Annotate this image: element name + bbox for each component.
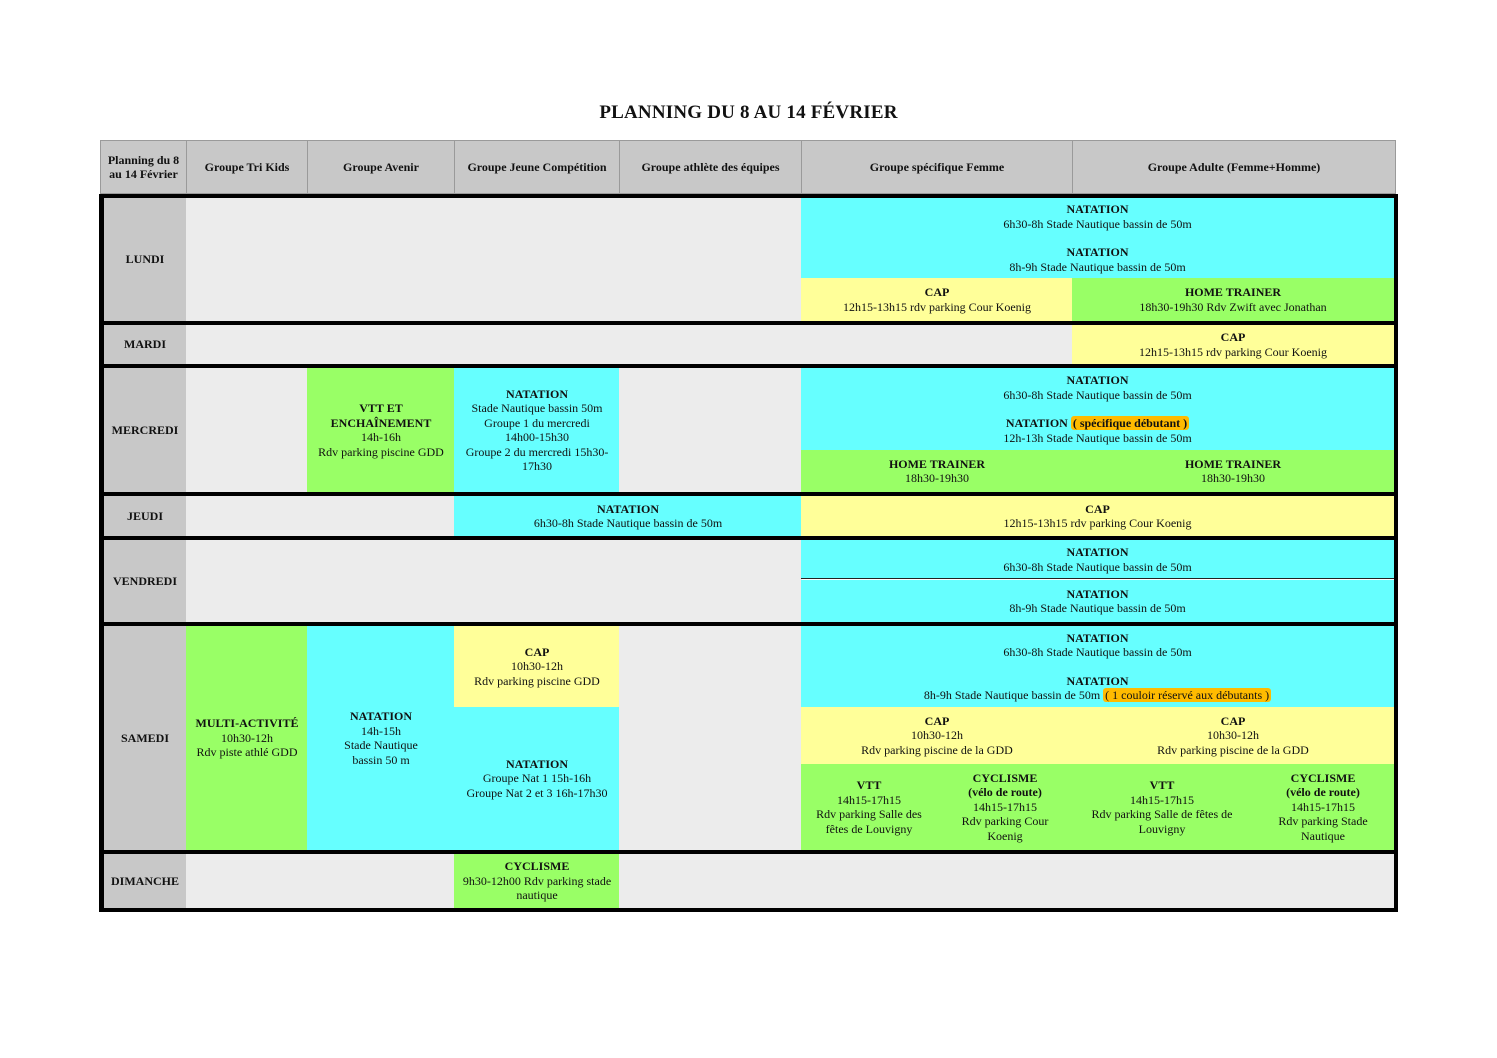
samedi-cap-femme (801, 707, 1073, 764)
header-avenir: Groupe Avenir (307, 140, 455, 194)
day-dimanche: DIMANCHE (104, 854, 186, 908)
mercredi-vtt-title2: ENCHAÎNEMENT (330, 415, 432, 430)
samedi-capf-title: CAP (924, 713, 950, 728)
samedi-cycf-title: CYCLISME (972, 770, 1038, 785)
samedi-cyclisme-adulte (1252, 764, 1394, 850)
samedi-avenir-line1: Stade Nautique (344, 738, 418, 752)
mercredi-nat2-title: NATATION (1005, 416, 1068, 430)
day-lundi: LUNDI (104, 198, 186, 321)
mercredi-nat1-title: NATATION (1066, 373, 1129, 387)
mercredi-vtt-place: Rdv parking piscine GDD (318, 444, 444, 459)
mercredi-vtt-time: 14h-16h (361, 430, 401, 444)
samedi-cap-adulte (1072, 707, 1394, 764)
samedi-vttf-place2: fêtes de Louvigny (825, 821, 913, 836)
lundi-nat2-title: NATATION (1066, 245, 1129, 259)
samedi-cyca-time: 14h15-17h15 (1291, 799, 1355, 814)
jeudi-nat-detail: 6h30-8h Stade Nautique bassin de 50m (533, 516, 723, 530)
lundi-ht-title: HOME TRAINER (1184, 285, 1282, 299)
table-border-top (99, 194, 1398, 198)
samedi-jc-nat-title: NATATION (505, 756, 568, 771)
page-title: PLANNING DU 8 AU 14 FÉVRIER (599, 102, 898, 123)
samedi-avenir-title: NATATION (349, 709, 412, 723)
samedi-jc-cap-place: Rdv parking piscine GDD (474, 673, 600, 688)
mercredi-ht-femme (801, 450, 1073, 492)
samedi-vttf-title: VTT (856, 778, 882, 792)
row-separator (99, 850, 1398, 854)
samedi-cyca-sub: (vélo de route) (1286, 785, 1360, 800)
samedi-natation-block (801, 626, 1394, 707)
samedi-vtta-place2: Louvigny (1138, 821, 1186, 836)
empty-cell (186, 368, 308, 492)
lundi-cap (801, 278, 1073, 321)
samedi-nat2-highlight: ( 1 couloir réservé aux débutants ) (1105, 688, 1270, 702)
samedi-cycf-time: 14h15-17h15 (973, 799, 1037, 814)
samedi-vtta-time: 14h15-17h15 (1130, 792, 1194, 807)
dimanche-cyc-line2: nautique (516, 888, 558, 903)
divider (801, 578, 1394, 579)
samedi-vttf-place1: Rdv parking Salle des (816, 807, 922, 821)
day-samedi: SAMEDI (104, 626, 186, 850)
mercredi-jc-line2: Groupe 1 du mercredi (484, 415, 590, 430)
header-corner: Planning du 8 au 14 Février (100, 140, 187, 194)
samedi-cycf-place2: Koenig (987, 828, 1023, 843)
mercredi-jc-line1: Stade Nautique bassin 50m (471, 401, 603, 415)
samedi-jc-cap-time: 10h30-12h (511, 659, 563, 674)
samedi-jc-nat-line2: Groupe Nat 2 et 3 16h-17h30 (466, 785, 608, 800)
mercredi-nat2-detail: 12h-13h Stade Nautique bassin de 50m (1003, 430, 1192, 445)
samedi-nat2-title: NATATION (1066, 673, 1129, 688)
empty-cell (619, 368, 802, 492)
samedi-vttf-time: 14h15-17h15 (837, 792, 901, 807)
empty-cell (619, 854, 1394, 908)
row-separator (99, 321, 1398, 325)
mercredi-jc-title: NATATION (505, 386, 568, 401)
row-separator (99, 622, 1398, 626)
vendredi-nat1-detail: 6h30-8h Stade Nautique bassin de 50m (1003, 559, 1192, 574)
table-border-bottom (99, 908, 1398, 912)
mercredi-vtt-title1: VTT ET (359, 401, 403, 415)
dimanche-cyc-title: CYCLISME (504, 859, 570, 874)
mardi-cap (1072, 325, 1394, 364)
samedi-vtta-place1: Rdv parking Salle de fêtes de (1091, 807, 1233, 821)
samedi-avenir-time: 14h-15h (361, 723, 401, 738)
header-tri-kids: Groupe Tri Kids (186, 140, 308, 194)
mercredi-nat2-highlight: ( spécifique débutant ) (1072, 416, 1188, 430)
vendredi-nat1 (801, 540, 1394, 579)
header-athlete-equipes: Groupe athlète des équipes (619, 140, 802, 194)
samedi-jc-nat-line1: Groupe Nat 1 15h-16h (482, 771, 592, 786)
samedi-capa-time: 10h30-12h (1207, 728, 1259, 743)
jeudi-cap-title: CAP (1085, 501, 1110, 516)
samedi-cyca-place1: Rdv parking Stade (1278, 814, 1368, 829)
lundi-cap-detail: 12h15-13h15 rdv parking Cour Koenig (843, 299, 1031, 314)
samedi-nat1-detail: 6h30-8h Stade Nautique bassin de 50m (1003, 645, 1192, 659)
empty-cell (619, 626, 802, 850)
table-border-right (1394, 194, 1398, 912)
mercredi-ht1-title: HOME TRAINER (888, 456, 986, 471)
jeudi-nat-title: NATATION (596, 501, 659, 516)
table-border-left (99, 194, 104, 912)
vendredi-nat1-title: NATATION (1066, 545, 1129, 559)
empty-cell (186, 325, 1073, 364)
lundi-nat2-detail: 8h-9h Stade Nautique bassin de 50m (1009, 259, 1186, 274)
samedi-multi-title: MULTI-ACTIVITÉ (195, 716, 299, 731)
samedi-multi-activite (186, 626, 308, 850)
mercredi-ht-adulte (1072, 450, 1394, 492)
day-vendredi: VENDREDI (104, 540, 186, 622)
header-jeune-competition: Groupe Jeune Compétition (454, 140, 620, 194)
samedi-cyclisme-femme (937, 764, 1073, 850)
jeudi-natation (454, 496, 802, 536)
samedi-nat1-title: NATATION (1066, 630, 1129, 645)
day-mercredi: MERCREDI (104, 368, 186, 492)
samedi-avenir-natation (307, 626, 455, 850)
samedi-jc-cap-title: CAP (524, 644, 550, 659)
samedi-cyca-title: CYCLISME (1290, 770, 1356, 785)
samedi-cyca-place2: Nautique (1301, 828, 1345, 843)
dimanche-cyclisme (454, 854, 620, 908)
mercredi-ht2-detail: 18h30-19h30 (1201, 471, 1265, 485)
mardi-cap-detail: 12h15-13h15 rdv parking Cour Koenig (1139, 344, 1327, 359)
day-jeudi: JEUDI (104, 496, 186, 536)
lundi-nat1-detail: 6h30-8h Stade Nautique bassin de 50m (1003, 216, 1192, 231)
samedi-multi-time: 10h30-12h (221, 730, 273, 745)
samedi-cycf-sub: (vélo de route) (968, 785, 1042, 800)
samedi-nat2-detail: 8h-9h Stade Nautique bassin de 50m (923, 688, 1101, 702)
dimanche-cyc-line1: 9h30-12h00 Rdv parking stade (462, 873, 612, 888)
jeudi-cap-detail: 12h15-13h15 rdv parking Cour Koenig (1003, 516, 1192, 530)
empty-cell (186, 496, 455, 536)
mercredi-vtt-enchainement (307, 368, 455, 492)
row-separator (99, 536, 1398, 540)
mercredi-jc-line3: 14h00-15h30 (505, 430, 569, 444)
day-mardi: MARDI (104, 325, 186, 364)
samedi-vtt-femme (801, 764, 937, 850)
samedi-capa-title: CAP (1220, 713, 1246, 728)
lundi-ht-detail: 18h30-19h30 Rdv Zwift avec Jonathan (1139, 299, 1327, 314)
samedi-cycf-place1: Rdv parking Cour (961, 814, 1049, 829)
vendredi-nat2 (801, 580, 1394, 622)
header-specifique-femme: Groupe spécifique Femme (801, 140, 1073, 194)
vendredi-nat2-detail: 8h-9h Stade Nautique bassin de 50m (1009, 601, 1186, 615)
empty-cell (186, 198, 802, 321)
jeudi-cap (801, 496, 1394, 536)
mercredi-natation-block (801, 368, 1394, 450)
empty-cell (186, 540, 802, 622)
lundi-cap-title: CAP (924, 285, 950, 299)
mardi-cap-title: CAP (1220, 330, 1246, 344)
samedi-jc-cap (454, 626, 620, 707)
samedi-capf-time: 10h30-12h (911, 728, 963, 743)
lundi-natation-block (801, 198, 1394, 278)
samedi-avenir-line2: bassin 50 m (352, 752, 410, 767)
mercredi-ht1-detail: 18h30-19h30 (905, 471, 969, 485)
samedi-vtta-title: VTT (1149, 778, 1175, 792)
lundi-home-trainer (1072, 278, 1394, 321)
samedi-capa-place: Rdv parking piscine de la GDD (1157, 742, 1309, 757)
mercredi-jc-natation (454, 368, 620, 492)
samedi-multi-place: Rdv piste athlé GDD (196, 745, 298, 760)
row-separator (99, 492, 1398, 496)
samedi-vtt-adulte (1072, 764, 1252, 850)
vendredi-nat2-title: NATATION (1066, 586, 1129, 601)
samedi-jc-natation (454, 707, 620, 850)
mercredi-ht2-title: HOME TRAINER (1184, 456, 1282, 471)
empty-cell (186, 854, 455, 908)
samedi-capf-place: Rdv parking piscine de la GDD (861, 742, 1013, 757)
mercredi-nat1-detail: 6h30-8h Stade Nautique bassin de 50m (1003, 387, 1192, 402)
row-separator (99, 364, 1398, 368)
lundi-nat1-title: NATATION (1066, 202, 1129, 216)
mercredi-jc-line5: 17h30 (522, 459, 552, 473)
header-adulte: Groupe Adulte (Femme+Homme) (1072, 140, 1396, 194)
mercredi-jc-line4: Groupe 2 du mercredi 15h30- (465, 444, 609, 459)
